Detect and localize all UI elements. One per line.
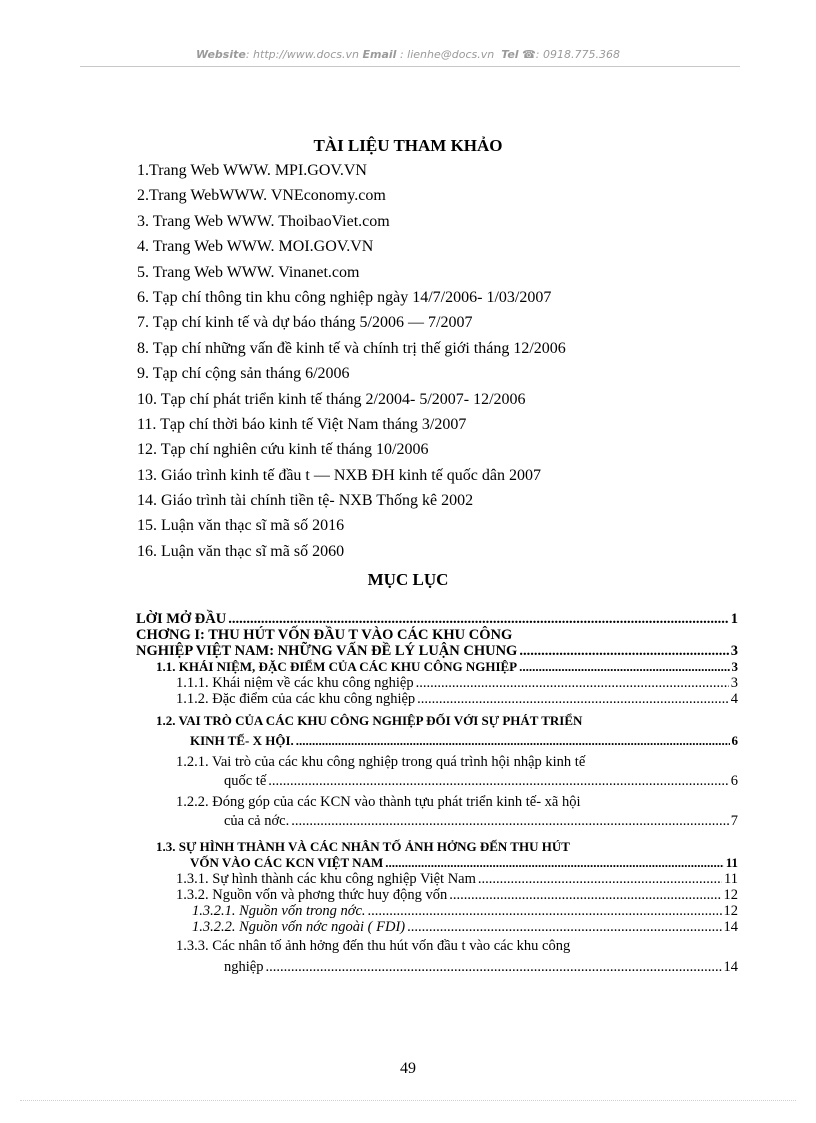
- reference-item: 11. Tạp chí thời báo kinh tế Việt Nam tháng 3/2007: [137, 415, 467, 433]
- reference-item: 2.Trang WebWWW. VNEconomy.com: [137, 187, 386, 205]
- toc-entry-1-3-cont[interactable]: VỐN VÀO CÁC KCN VIỆT NAM ..... 11: [136, 855, 738, 871]
- reference-item: 13. Giáo trình kinh tế đầu t — NXB ĐH kinh tế quốc dân 2007: [137, 466, 541, 484]
- reference-item: 5. Trang Web WWW. Vinanet.com: [137, 263, 360, 281]
- website-value: : http://www.docs.vn: [245, 48, 360, 61]
- toc-entry-1-2-1-cont[interactable]: quốc tế ..... 6: [136, 773, 738, 789]
- toc-entry-1-2[interactable]: 1.2. VAI TRÒ CỦA CÁC KHU CÔNG NGHIỆP ĐỐI VỚI SỰ PHÁT TRIỂN: [156, 713, 583, 728]
- reference-item: 7. Tạp chí kinh tế và dự báo tháng 5/2006 — 7/2007: [137, 314, 473, 332]
- reference-item: 1.Trang Web WWW. MPI.GOV.VN: [137, 162, 367, 179]
- footer-rule: [20, 1100, 796, 1101]
- reference-item: 15. Luận văn thạc sĩ mã số 2016: [137, 517, 345, 535]
- table-of-contents: [136, 611, 738, 975]
- email-value: : lienhe@docs.vn: [396, 48, 495, 61]
- toc-entry-1-3-3-cont[interactable]: nghiệp ..... 14: [136, 959, 738, 975]
- page-header: [0, 48, 816, 61]
- toc-entry-1-3-3[interactable]: 1.3.3. Các nhân tố ảnh hởng đến thu hút vốn đầu t vào các khu công: [176, 938, 571, 954]
- toc-entry-1-2-2-cont[interactable]: của cả nớc. ..... 7: [136, 813, 738, 829]
- toc-entry-1-2-1[interactable]: 1.2.1. Vai trò của các khu công nghiệp trong quá trình hội nhập kinh tế: [176, 754, 586, 770]
- reference-list: [137, 158, 697, 564]
- toc-entry-1-3-1[interactable]: 1.3.1. Sự hình thành các khu công nghiệp Việt Nam ..... 11: [136, 871, 738, 887]
- website-label: Website: [196, 48, 246, 61]
- reference-item: 3. Trang Web WWW. ThoibaoViet.com: [137, 212, 390, 230]
- phone-icon: ☎: [522, 48, 536, 61]
- reference-item: 12. Tạp chí nghiên cứu kinh tế tháng 10/2006: [137, 441, 429, 459]
- header-rule: [80, 66, 740, 67]
- toc-title: MỤC LỤC: [367, 570, 449, 589]
- toc-entry-1-3-2-2[interactable]: 1.3.2.2. Nguồn vốn nớc ngoài ( FDI) ..... 14: [136, 919, 738, 935]
- references-title: TÀI LIỆU THAM KHẢO: [313, 136, 503, 155]
- toc-entry-1-3-2[interactable]: 1.3.2. Nguồn vốn và phơng thức huy động vốn ..... 12: [136, 887, 738, 903]
- toc-entry-chapter1-cont[interactable]: NGHIỆP VIỆT NAM: NHỮNG VẤN ĐỀ LÝ LUẬN CHUNG ..... 3: [136, 643, 738, 659]
- reference-item: 9. Tạp chí cộng sản tháng 6/2006: [137, 365, 350, 383]
- toc-entry-1-2-cont[interactable]: KINH TẾ- X HỘI. ..... 6: [136, 733, 738, 749]
- toc-entry-1-1-1[interactable]: 1.1.1. Khái niệm về các khu công nghiệp ..... 3: [136, 675, 738, 691]
- toc-entry-1-3[interactable]: 1.3. SỰ HÌNH THÀNH VÀ CÁC NHÂN TỐ ẢNH HỞNG ĐẾN THU HÚT: [156, 839, 570, 854]
- reference-item: 4. Trang Web WWW. MOI.GOV.VN: [137, 238, 374, 256]
- reference-item: 16. Luận văn thạc sĩ mã số 2060: [137, 542, 345, 560]
- reference-item: 8. Tạp chí những vấn đề kinh tế và chính trị thế giới tháng 12/2006: [137, 339, 566, 357]
- reference-item: 14. Giáo trình tài chính tiền tệ- NXB Thống kê 2002: [137, 492, 474, 510]
- tel-value: : 0918.775.368: [535, 48, 620, 61]
- toc-entry-chapter1[interactable]: CHƠNG I: THU HÚT VỐN ĐẦU T VÀO CÁC KHU CÔNG: [136, 627, 513, 643]
- tel-label: Tel: [501, 48, 519, 61]
- toc-entry-1-1-2[interactable]: 1.1.2. Đặc điểm của các khu công nghiệp ..... 4: [136, 691, 738, 707]
- toc-entry-1-1[interactable]: 1.1. KHÁI NIỆM, ĐẶC ĐIỂM CỦA CÁC KHU CÔNG NGHIỆP ..... 3: [136, 659, 738, 675]
- page-number: 49: [400, 1060, 416, 1077]
- toc-entry-intro[interactable]: LỜI MỞ ĐẦU ..... 1: [136, 611, 738, 627]
- reference-item: 6. Tạp chí thông tin khu công nghiệp ngày 14/7/2006- 1/03/2007: [137, 288, 552, 306]
- reference-item: 10. Tạp chí phát triển kinh tế tháng 2/2004- 5/2007- 12/2006: [137, 390, 526, 408]
- toc-entry-1-2-2[interactable]: 1.2.2. Đóng góp của các KCN vào thành tựu phát triển kinh tế- xã hội: [176, 794, 581, 810]
- email-label: Email: [362, 48, 397, 61]
- toc-entry-1-3-2-1[interactable]: 1.3.2.1. Nguồn vốn trong nớc. ..... 12: [136, 903, 738, 919]
